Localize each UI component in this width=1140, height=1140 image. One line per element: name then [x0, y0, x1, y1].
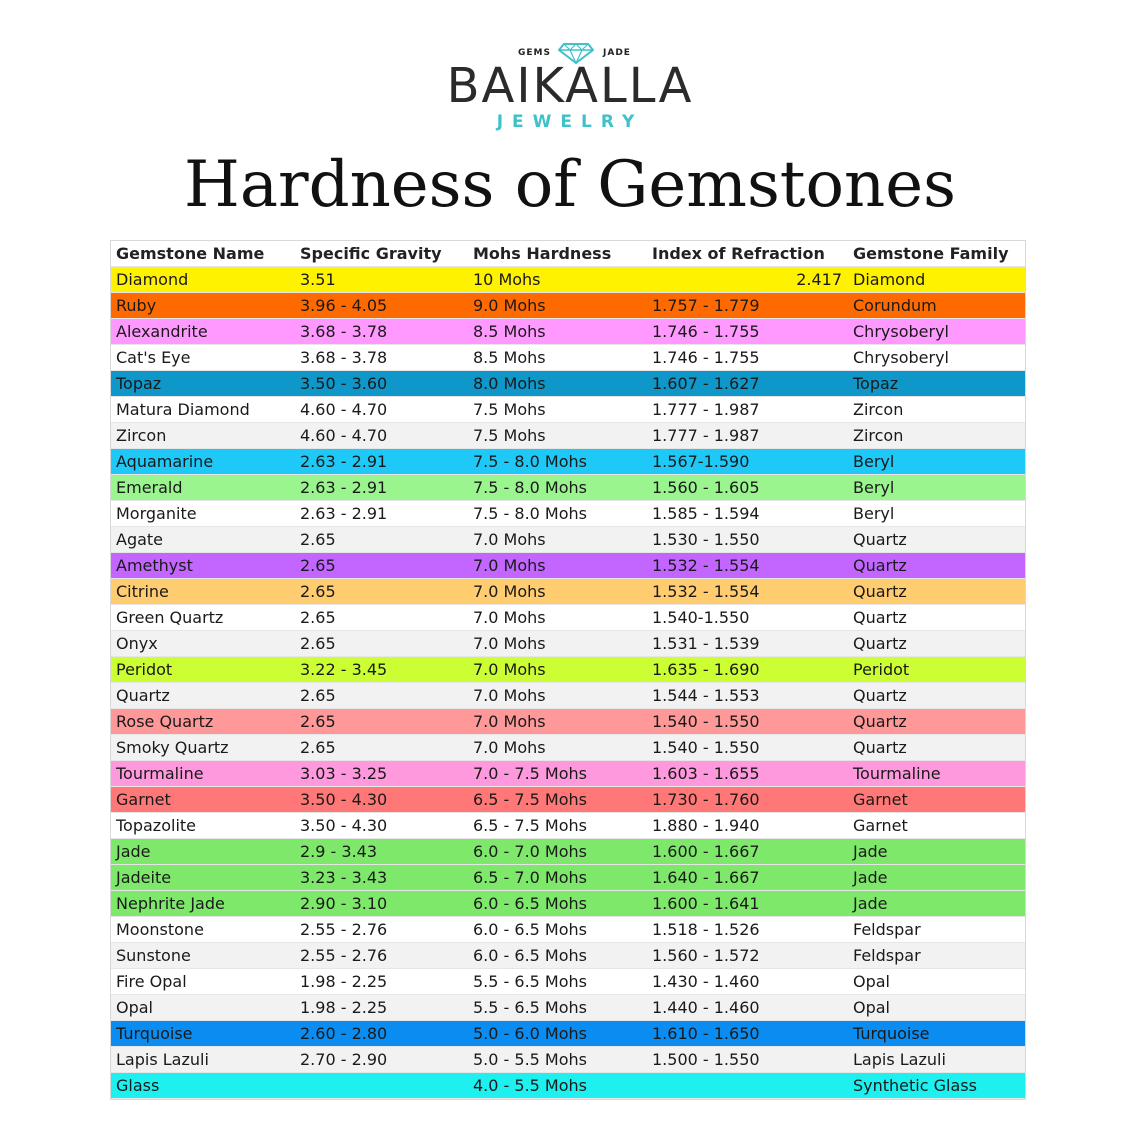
- cell-gemstone-family: Beryl: [853, 504, 895, 523]
- cell-mohs-hardness: 6.0 - 6.5 Mohs: [473, 920, 587, 939]
- table-row: [111, 579, 1025, 605]
- cell-gemstone-name: Opal: [116, 998, 153, 1017]
- table-row: [111, 345, 1025, 371]
- cell-gemstone-family: Corundum: [853, 296, 937, 315]
- cell-gemstone-name: Smoky Quartz: [116, 738, 229, 757]
- cell-mohs-hardness: 7.0 Mohs: [473, 634, 546, 653]
- cell-gemstone-name: Matura Diamond: [116, 400, 250, 419]
- cell-mohs-hardness: 8.5 Mohs: [473, 348, 546, 367]
- cell-gemstone-name: Topazolite: [116, 816, 196, 835]
- header-mohs-hardness: Mohs Hardness: [473, 244, 612, 263]
- table-row: [111, 657, 1025, 683]
- cell-index-of-refraction: 1.600 - 1.667: [652, 842, 760, 861]
- cell-index-of-refraction: 1.607 - 1.627: [652, 374, 760, 393]
- cell-mohs-hardness: 6.0 - 6.5 Mohs: [473, 946, 587, 965]
- cell-mohs-hardness: 7.0 Mohs: [473, 530, 546, 549]
- cell-gemstone-family: Feldspar: [853, 946, 921, 965]
- cell-gemstone-family: Chrysoberyl: [853, 348, 949, 367]
- cell-index-of-refraction: 1.532 - 1.554: [652, 556, 760, 575]
- table-body: [111, 267, 1025, 1099]
- cell-gemstone-family: Quartz: [853, 738, 907, 757]
- cell-gemstone-family: Opal: [853, 972, 890, 991]
- table-row: [111, 293, 1025, 319]
- cell-specific-gravity: 2.65: [300, 686, 336, 705]
- cell-index-of-refraction: 1.500 - 1.550: [652, 1050, 760, 1069]
- cell-gemstone-family: Quartz: [853, 608, 907, 627]
- cell-gemstone-name: Tourmaline: [116, 764, 204, 783]
- cell-specific-gravity: 2.63 - 2.91: [300, 504, 388, 523]
- header-specific-gravity: Specific Gravity: [300, 244, 442, 263]
- cell-index-of-refraction: 1.540-1.550: [652, 608, 750, 627]
- cell-specific-gravity: 3.51: [300, 270, 336, 289]
- table-row: [111, 501, 1025, 527]
- table-row: [111, 709, 1025, 735]
- cell-mohs-hardness: 7.0 Mohs: [473, 660, 546, 679]
- cell-mohs-hardness: 6.0 - 6.5 Mohs: [473, 894, 587, 913]
- cell-specific-gravity: 2.55 - 2.76: [300, 946, 388, 965]
- cell-index-of-refraction: 1.746 - 1.755: [652, 322, 760, 341]
- cell-specific-gravity: 2.70 - 2.90: [300, 1050, 388, 1069]
- cell-gemstone-name: Garnet: [116, 790, 171, 809]
- cell-gemstone-family: Quartz: [853, 556, 907, 575]
- cell-specific-gravity: 4.60 - 4.70: [300, 426, 388, 445]
- cell-index-of-refraction: [647, 1073, 848, 1098]
- table-row: [111, 683, 1025, 709]
- cell-gemstone-family: Garnet: [853, 790, 908, 809]
- cell-gemstone-name: Jadeite: [116, 868, 172, 887]
- cell-gemstone-family: Quartz: [853, 582, 907, 601]
- cell-gemstone-family: Feldspar: [853, 920, 921, 939]
- cell-gemstone-name: Jade: [116, 842, 151, 861]
- cell-index-of-refraction: 1.610 - 1.650: [652, 1024, 760, 1043]
- cell-index-of-refraction: 1.440 - 1.460: [652, 998, 760, 1017]
- table-row: [111, 969, 1025, 995]
- table-row: [111, 995, 1025, 1021]
- cell-mohs-hardness: 10 Mohs: [473, 270, 541, 289]
- brand-subtitle: JEWELRY: [496, 112, 644, 132]
- cell-index-of-refraction: 1.746 - 1.755: [652, 348, 760, 367]
- cell-gemstone-name: Morganite: [116, 504, 197, 523]
- cell-gemstone-family: Beryl: [853, 478, 895, 497]
- table-row: [111, 1073, 1025, 1099]
- cell-gemstone-family: Jade: [853, 842, 888, 861]
- cell-gemstone-name: Zircon: [116, 426, 167, 445]
- cell-specific-gravity: 2.65: [300, 556, 336, 575]
- cell-mohs-hardness: 6.5 - 7.5 Mohs: [473, 790, 587, 809]
- cell-specific-gravity: 2.9 - 3.43: [300, 842, 378, 861]
- cell-mohs-hardness: 6.0 - 7.0 Mohs: [473, 842, 587, 861]
- cell-index-of-refraction: 1.730 - 1.760: [652, 790, 760, 809]
- table-row: [111, 553, 1025, 579]
- cell-gemstone-name: Amethyst: [116, 556, 193, 575]
- cell-gemstone-family: Topaz: [853, 374, 899, 393]
- cell-gemstone-name: Lapis Lazuli: [116, 1050, 209, 1069]
- cell-gemstone-family: Chrysoberyl: [853, 322, 949, 341]
- cell-index-of-refraction: 1.531 - 1.539: [652, 634, 760, 653]
- table-row: [111, 423, 1025, 449]
- cell-specific-gravity: 2.65: [300, 738, 336, 757]
- cell-specific-gravity: 2.65: [300, 608, 336, 627]
- cell-mohs-hardness: 7.0 Mohs: [473, 608, 546, 627]
- cell-gemstone-name: Moonstone: [116, 920, 204, 939]
- table-row: [111, 475, 1025, 501]
- cell-gemstone-name: Rose Quartz: [116, 712, 214, 731]
- cell-index-of-refraction: 1.544 - 1.553: [652, 686, 760, 705]
- cell-index-of-refraction: 1.560 - 1.605: [652, 478, 760, 497]
- header-gemstone-name: Gemstone Name: [116, 244, 265, 263]
- cell-index-of-refraction: [647, 267, 848, 292]
- cell-gemstone-name: Turquoise: [116, 1024, 193, 1043]
- cell-index-of-refraction: 1.777 - 1.987: [652, 400, 760, 419]
- cell-specific-gravity: 2.65: [300, 530, 336, 549]
- cell-specific-gravity: 3.68 - 3.78: [300, 348, 388, 367]
- cell-specific-gravity: 3.23 - 3.43: [300, 868, 388, 887]
- cell-mohs-hardness: 7.0 Mohs: [473, 582, 546, 601]
- cell-specific-gravity: 1.98 - 2.25: [300, 972, 388, 991]
- header-gemstone-family: Gemstone Family: [853, 244, 1009, 263]
- table-row: [111, 865, 1025, 891]
- cell-gemstone-name: Peridot: [116, 660, 173, 679]
- table-row: [111, 1047, 1025, 1073]
- cell-index-of-refraction: 1.567-1.590: [652, 452, 750, 471]
- cell-index-of-refraction: 1.880 - 1.940: [652, 816, 760, 835]
- cell-index-of-refraction: 1.757 - 1.779: [652, 296, 760, 315]
- cell-mohs-hardness: 5.5 - 6.5 Mohs: [473, 972, 587, 991]
- cell-specific-gravity: 3.22 - 3.45: [300, 660, 388, 679]
- cell-gemstone-name: Diamond: [116, 270, 189, 289]
- cell-gemstone-name: Quartz: [116, 686, 170, 705]
- table-row: [111, 319, 1025, 345]
- cell-specific-gravity: 2.63 - 2.91: [300, 452, 388, 471]
- cell-gemstone-family: Garnet: [853, 816, 908, 835]
- cell-mohs-hardness: 7.5 - 8.0 Mohs: [473, 478, 587, 497]
- cell-specific-gravity: 2.63 - 2.91: [300, 478, 388, 497]
- brand-logo: [0, 42, 1140, 142]
- cell-index-of-refraction: 1.640 - 1.667: [652, 868, 760, 887]
- cell-index-of-refraction: 1.430 - 1.460: [652, 972, 760, 991]
- cell-mohs-hardness: 8.0 Mohs: [473, 374, 546, 393]
- cell-mohs-hardness: 8.5 Mohs: [473, 322, 546, 341]
- logo-right-text: JADE: [603, 48, 631, 58]
- cell-gemstone-name: Alexandrite: [116, 322, 208, 341]
- cell-specific-gravity: 1.98 - 2.25: [300, 998, 388, 1017]
- cell-specific-gravity: 2.55 - 2.76: [300, 920, 388, 939]
- gemstone-table: [110, 240, 1026, 1100]
- cell-specific-gravity: 2.65: [300, 712, 336, 731]
- cell-gemstone-family: Jade: [853, 868, 888, 887]
- cell-index-of-refraction: 1.540 - 1.550: [652, 738, 760, 757]
- cell-index-of-refraction: 1.540 - 1.550: [652, 712, 760, 731]
- cell-index-of-refraction: 1.532 - 1.554: [652, 582, 760, 601]
- cell-index-of-refraction: 1.635 - 1.690: [652, 660, 760, 679]
- table-row: [111, 605, 1025, 631]
- cell-gemstone-family: Quartz: [853, 712, 907, 731]
- cell-index-of-refraction: 1.585 - 1.594: [652, 504, 760, 523]
- cell-gemstone-family: Quartz: [853, 686, 907, 705]
- cell-gemstone-family: Tourmaline: [853, 764, 941, 783]
- cell-specific-gravity: [295, 1073, 468, 1098]
- cell-mohs-hardness: 5.0 - 5.5 Mohs: [473, 1050, 587, 1069]
- cell-gemstone-name: Fire Opal: [116, 972, 187, 991]
- cell-gemstone-family: Jade: [853, 894, 888, 913]
- cell-index-of-refraction: 1.603 - 1.655: [652, 764, 760, 783]
- table-row: [111, 813, 1025, 839]
- cell-mohs-hardness: 7.5 Mohs: [473, 400, 546, 419]
- brand-name: BAIKALLA: [446, 58, 694, 114]
- cell-gemstone-name: Cat's Eye: [116, 348, 191, 367]
- cell-mohs-hardness: 7.5 Mohs: [473, 426, 546, 445]
- cell-mohs-hardness: 7.0 Mohs: [473, 556, 546, 575]
- cell-gemstone-name: Sunstone: [116, 946, 191, 965]
- cell-specific-gravity: 2.90 - 3.10: [300, 894, 388, 913]
- table-row: [111, 761, 1025, 787]
- cell-gemstone-family: Opal: [853, 998, 890, 1017]
- cell-gemstone-name: Emerald: [116, 478, 183, 497]
- cell-gemstone-name: Glass: [116, 1076, 160, 1095]
- cell-index-of-refraction: 1.518 - 1.526: [652, 920, 760, 939]
- cell-mohs-hardness: 5.0 - 6.0 Mohs: [473, 1024, 587, 1043]
- cell-gemstone-family: Quartz: [853, 530, 907, 549]
- table-row: [111, 631, 1025, 657]
- cell-gemstone-name: Ruby: [116, 296, 157, 315]
- cell-mohs-hardness: 7.0 Mohs: [473, 738, 546, 757]
- cell-mohs-hardness: 7.5 - 8.0 Mohs: [473, 504, 587, 523]
- cell-specific-gravity: 3.68 - 3.78: [300, 322, 388, 341]
- cell-gemstone-name: Aquamarine: [116, 452, 214, 471]
- table-row: [111, 943, 1025, 969]
- cell-index-of-refraction: 1.530 - 1.550: [652, 530, 760, 549]
- cell-gemstone-name: Topaz: [116, 374, 162, 393]
- cell-gemstone-name: Nephrite Jade: [116, 894, 225, 913]
- table-row: [111, 371, 1025, 397]
- cell-specific-gravity: 2.65: [300, 582, 336, 601]
- cell-gemstone-family: Zircon: [853, 426, 904, 445]
- cell-gemstone-family: Peridot: [853, 660, 910, 679]
- cell-gemstone-family: Turquoise: [853, 1024, 930, 1043]
- table-header: [111, 241, 1025, 267]
- cell-mohs-hardness: 7.0 Mohs: [473, 712, 546, 731]
- table-row: [111, 787, 1025, 813]
- table-row: [111, 397, 1025, 423]
- logo-left-text: GEMS: [518, 48, 551, 58]
- page-title: Hardness of Gemstones: [184, 148, 956, 222]
- cell-mohs-hardness: 6.5 - 7.0 Mohs: [473, 868, 587, 887]
- cell-specific-gravity: 4.60 - 4.70: [300, 400, 388, 419]
- table-row: [111, 449, 1025, 475]
- cell-mohs-hardness: 9.0 Mohs: [473, 296, 546, 315]
- cell-mohs-hardness: 4.0 - 5.5 Mohs: [473, 1076, 587, 1095]
- cell-gemstone-family: Diamond: [853, 270, 926, 289]
- cell-mohs-hardness: 7.0 - 7.5 Mohs: [473, 764, 587, 783]
- table-row: [111, 839, 1025, 865]
- header-index-of-refraction: Index of Refraction: [652, 244, 825, 263]
- cell-gemstone-name: Citrine: [116, 582, 169, 601]
- cell-gemstone-name: Agate: [116, 530, 164, 549]
- table-row: [111, 891, 1025, 917]
- cell-mohs-hardness: 7.5 - 8.0 Mohs: [473, 452, 587, 471]
- table-row: [111, 917, 1025, 943]
- cell-mohs-hardness: 7.0 Mohs: [473, 686, 546, 705]
- table-row: [111, 267, 1025, 293]
- cell-specific-gravity: 3.96 - 4.05: [300, 296, 388, 315]
- cell-index-of-refraction: 1.777 - 1.987: [652, 426, 760, 445]
- cell-ior-value: 2.417: [796, 270, 842, 289]
- cell-index-of-refraction: 1.600 - 1.641: [652, 894, 760, 913]
- cell-specific-gravity: 3.50 - 4.30: [300, 790, 388, 809]
- cell-specific-gravity: 3.50 - 3.60: [300, 374, 388, 393]
- cell-gemstone-name: Green Quartz: [116, 608, 224, 627]
- table-row: [111, 527, 1025, 553]
- table-row: [111, 735, 1025, 761]
- cell-mohs-hardness: 5.5 - 6.5 Mohs: [473, 998, 587, 1017]
- cell-gemstone-family: Beryl: [853, 452, 895, 471]
- cell-gemstone-name: Onyx: [116, 634, 158, 653]
- cell-gemstone-family: Quartz: [853, 634, 907, 653]
- cell-gemstone-family: Synthetic Glass: [853, 1076, 977, 1095]
- cell-specific-gravity: 3.03 - 3.25: [300, 764, 388, 783]
- table-row: [111, 1021, 1025, 1047]
- cell-gemstone-family: Lapis Lazuli: [853, 1050, 946, 1069]
- cell-specific-gravity: 3.50 - 4.30: [300, 816, 388, 835]
- cell-specific-gravity: 2.65: [300, 634, 336, 653]
- cell-index-of-refraction: 1.560 - 1.572: [652, 946, 760, 965]
- cell-gemstone-family: Zircon: [853, 400, 904, 419]
- cell-mohs-hardness: 6.5 - 7.5 Mohs: [473, 816, 587, 835]
- cell-specific-gravity: 2.60 - 2.80: [300, 1024, 388, 1043]
